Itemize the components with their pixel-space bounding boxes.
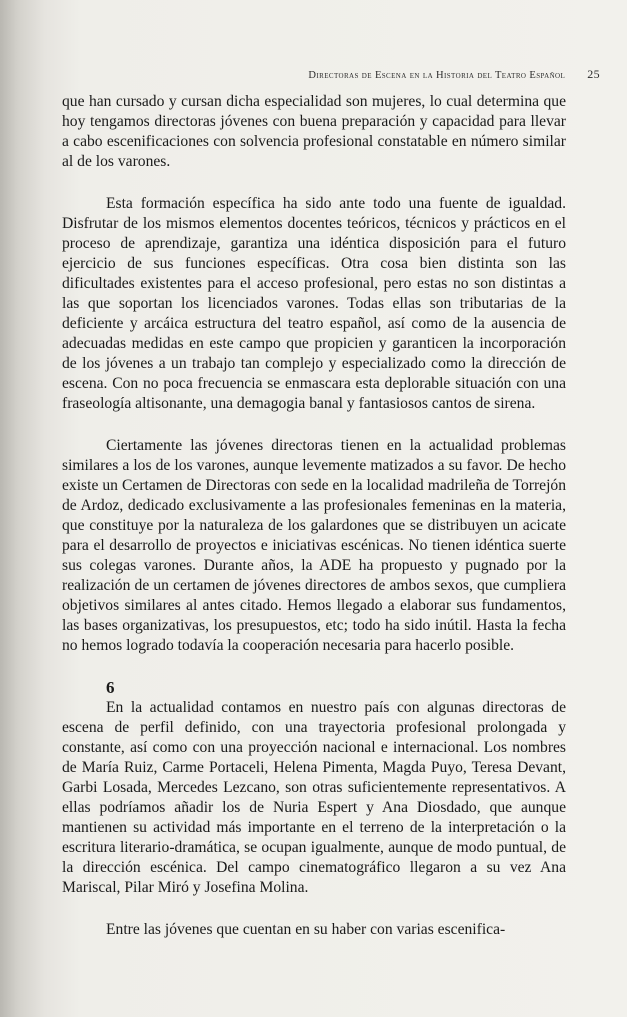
paragraph: Esta formación específica ha sido ante todo una fuente de igualdad. Disfrutar de los mismos elementos docentes teóricos, técnicos y prácticos en el proceso de aprendizaje, garantiza una idéntica disposición para el futuro ejercicio de sus funciones específicas. Otra cosa bien distinta son las dificultades existentes para el acceso profesional, pero estas no son distintas a las que soportan los licenciados varones. Todas ellas son tributarias de la deficiente y arcáica estructura del teatro español, así como de la ausencia de adecuadas medidas en este campo que propicien y garanticen la incorporación de los jóvenes a un trabajo tan complejo y especializado como la dirección de escena. Con no poca frecuencia se enmascara esta deplorable situación con una fraseología altisonante, una demagogia banal y fantasiosos cantos de sirena.	[62, 195, 566, 412]
paragraph: En la actualidad contamos en nuestro país con algunas directoras de escena de perfil definido, con una trayectoria profesional prolongada y constante, así como con una proyección nacional e internacional. Los nombres de María Ruiz, Carme Portaceli, Helena Pimenta, Magda Puyo, Teresa Devant, Garbi Losada, Mercedes Lezcano, son otras suficientemente representativos. A ellas podríamos añadir los de Nuria Espert y Ana Diosdado, que aunque mantienen su actividad más importante en el terreno de la interpretación o la escritura literario-dramática, se ocupan igualmente, aunque de modo puntual, de la dirección escénica. Del campo cinematográfico llegaron a su vez Ana Mariscal, Pilar Miró y Josefina Molina.	[62, 699, 566, 896]
paragraph: que han cursado y cursan dicha especialidad son mujeres, lo cual determina que hoy tengamos directoras jóvenes con buena preparación y capacidad para llevar a cabo escenificaciones con solvencia profesional constatable en número similar al de los varones.	[62, 93, 566, 170]
running-header	[70, 67, 600, 82]
paragraph: Ciertamente las jóvenes directoras tienen en la actualidad problemas similares a los de los varones, aunque levemente matizados a su favor. De hecho existe un Certamen de Directoras con sede en la localidad madrileña de Torrejón de Ardoz, dedicado exclusivamente a las profesionales femeninas en la materia, que constituye por la naturaleza de los galardones que se distribuyen un acicate para el desarrollo de proyectos e iniciativas escénicas. No tienen idéntica suerte sus colegas varones. Durante años, la ADE ha propuesto y pugnado por la realización de un certamen de jóvenes directores de ambos sexos, que cumpliera objetivos similares al antes citado. Hemos llegado a elaborar sus fundamentos, las bases organizativas, los presupuestos, etc; todo ha sido inútil. Hasta la fecha no hemos logrado todavía la cooperación necesaria para hacerlo posible.	[62, 437, 566, 654]
paragraph: Entre las jóvenes que cuentan en su haber con varias escenifica-	[106, 921, 506, 938]
page-number: 25	[587, 67, 600, 81]
section-number: 6	[106, 678, 115, 697]
running-header-title: Directoras de Escena en la Historia del Teatro Español	[308, 70, 566, 81]
body-text	[62, 92, 566, 940]
